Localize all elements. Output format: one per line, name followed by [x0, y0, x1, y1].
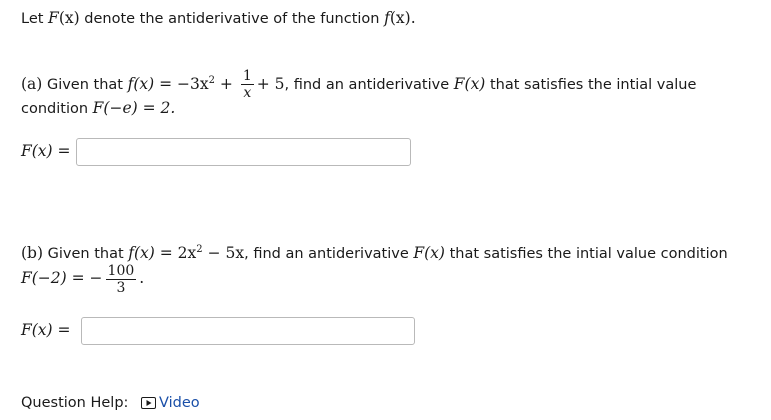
question-help: [21, 395, 200, 413]
part-b-frac-den: 3: [116, 279, 126, 296]
part-a-eq: = −3x: [154, 74, 209, 93]
intro-end: .: [410, 9, 416, 27]
part-a-sup: 2: [208, 75, 215, 86]
intro-text: [21, 8, 416, 29]
part-b-answer-label: F(x) =: [21, 321, 71, 339]
part-a-fx: f(x): [127, 74, 155, 93]
part-a-tag: (a): [21, 74, 43, 93]
intro-f: f: [384, 9, 390, 27]
part-b-eq2: − 5x: [202, 243, 245, 262]
part-a-condition: [21, 98, 175, 119]
part-b-Fx: F(x): [413, 243, 445, 262]
part-a-answer-input[interactable]: [76, 138, 411, 166]
part-a-condition-math: F(−e) = 2.: [92, 99, 176, 117]
part-b-condition: [21, 258, 144, 299]
part-b-given: Given that: [43, 245, 129, 262]
part-b-rest: , find an antiderivative: [244, 245, 414, 262]
part-b-cond-lhs: F(−2) = −: [21, 269, 103, 287]
part-b-cond-end: .: [139, 269, 145, 287]
part-a-rest: , find an antiderivative: [284, 76, 454, 93]
video-icon: [141, 397, 156, 413]
part-a-rest2: that satisfies the intial value: [485, 76, 697, 93]
part-b-fx: f(x): [128, 243, 155, 262]
part-b-frac-num: 100: [107, 262, 135, 279]
question-help-label: Question Help:: [21, 395, 129, 411]
part-b-answer-input[interactable]: [81, 317, 415, 345]
intro-x1: (x): [58, 9, 80, 27]
part-a-given: Given that: [42, 76, 128, 93]
video-link-label[interactable]: Video: [159, 395, 200, 411]
intro-text-b: denote the antiderivative of the function: [79, 11, 385, 27]
part-a-plus5: + 5: [256, 74, 285, 93]
part-a-plus: +: [214, 74, 238, 93]
part-b-sup: 2: [196, 244, 203, 255]
part-a-Fx: F(x): [453, 74, 486, 93]
part-b-fraction: [106, 263, 137, 296]
part-b-eq: = 2x: [154, 243, 197, 262]
part-b-rest2: that satisfies the intial value condition: [444, 245, 728, 262]
part-a-condition-text: condition: [21, 101, 93, 117]
intro-text-a: Let: [21, 11, 49, 27]
video-link[interactable]: [133, 395, 200, 411]
part-a-fraction: [241, 68, 254, 101]
part-a-frac-den: x: [243, 85, 252, 102]
part-a-answer-label: F(x) =: [21, 142, 71, 160]
part-a-frac-num: 1: [242, 68, 252, 85]
intro-x2: (x): [389, 9, 411, 27]
part-b-tag: (b): [21, 243, 44, 262]
intro-F: F: [48, 9, 59, 27]
